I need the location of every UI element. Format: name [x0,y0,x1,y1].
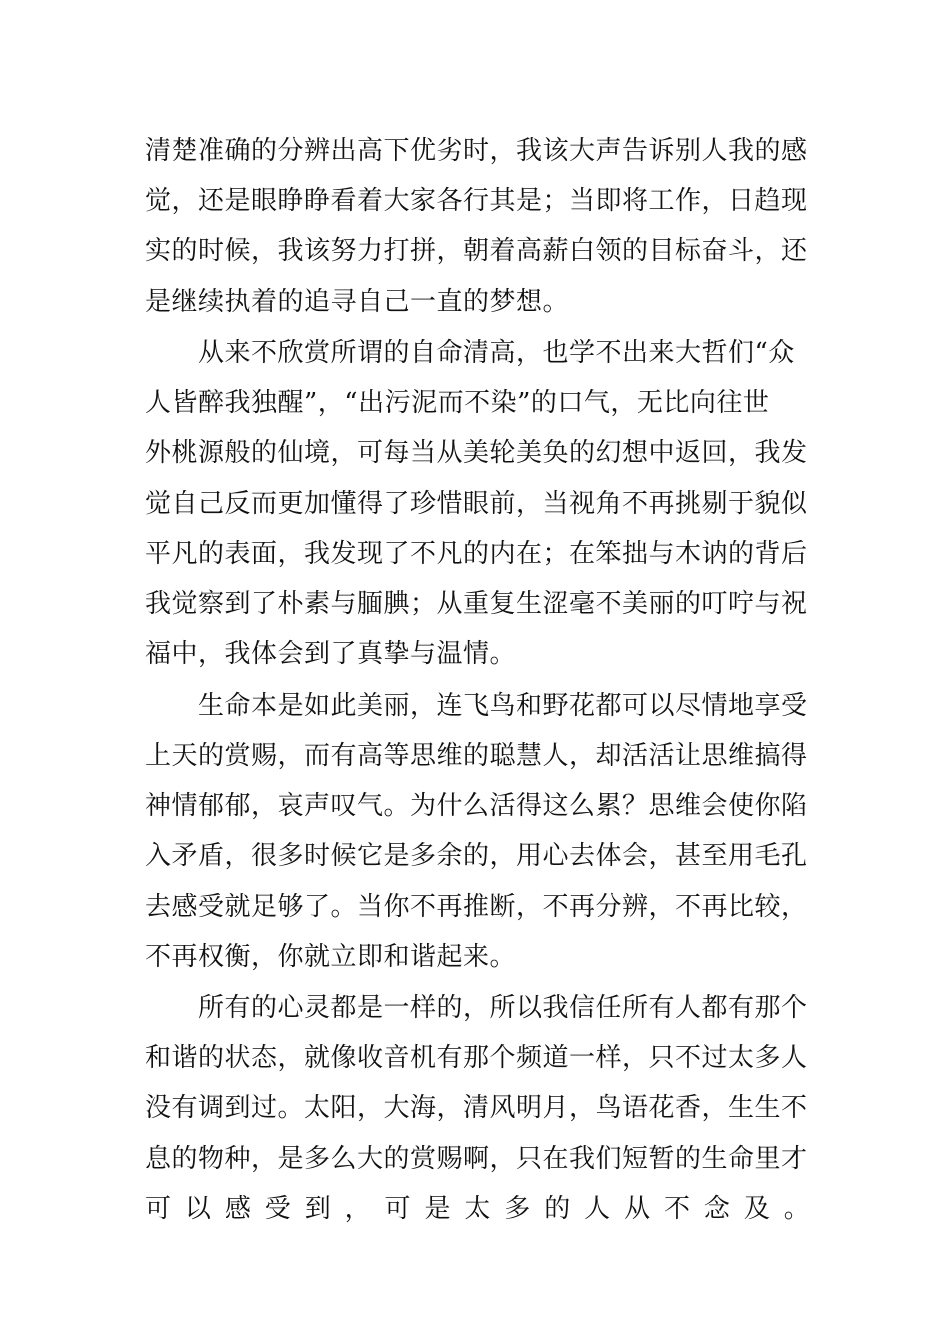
text-line: 清楚准确的分辨出高下优劣时，我该大声告诉别人我的感 [145,136,808,166]
text-line: 上天的赏赐，而有高等思维的聪慧人，却活活让思维搞得 [145,741,808,771]
text-line: 和谐的状态，就像收音机有那个频道一样，只不过太多人 [145,1043,808,1073]
paragraph-first-line: 所有的心灵都是一样的，所以我信任所有人都有那个 [198,993,808,1023]
paragraph-first-line: 生命本是如此美丽，连飞鸟和野花都可以尽情地享受 [198,691,808,721]
text-line: 是继续执着的追寻自己一直的梦想。 [145,287,570,317]
text-line: 实的时候，我该努力打拼，朝着高薪白领的目标奋斗，还 [145,236,808,266]
text-line: 觉，还是眼睁睁看着大家各行其是；当即将工作，日趋现 [145,186,808,216]
text-line: 福中，我体会到了真挚与温情。 [145,639,517,669]
text-line: 没有调到过。太阳，大海，清风明月，鸟语花香，生生不 [145,1093,808,1123]
text-line: 平凡的表面，我发现了不凡的内在；在笨拙与木讷的背后 [145,539,808,569]
text-line: 人皆醉我独醒”，“出污泥而不染”的口气，无比向往世 [145,388,770,418]
paragraph-first-line: 从来不欣赏所谓的自命清高，也学不出来大哲们“众 [198,338,795,368]
text-line: 我觉察到了朴素与腼腆；从重复生涩毫不美丽的叮咛与祝 [145,589,808,619]
text-line: 去感受就足够了。当你不再推断，不再分辨，不再比较， [145,892,808,922]
text-line: 神情郁郁，哀声叹气。为什么活得这么累？思维会使你陷 [145,791,808,821]
text-line: 息的物种，是多么大的赏赐啊，只在我们短暂的生命里才 [145,1144,808,1174]
text-line: 不再权衡，你就立即和谐起来。 [145,942,517,972]
text-line: 入矛盾，很多时候它是多余的，用心去体会，甚至用毛孔 [145,841,808,871]
text-line: 外桃源般的仙境，可每当从美轮美奂的幻想中返回，我发 [145,438,808,468]
text-line: 觉自己反而更加懂得了珍惜眼前，当视角不再挑剔于貌似 [145,489,808,519]
justified-last-line: 可 以 感 受 到 ， 可 是 太 多 的 人 从 不 念 及 。 [145,1194,810,1224]
